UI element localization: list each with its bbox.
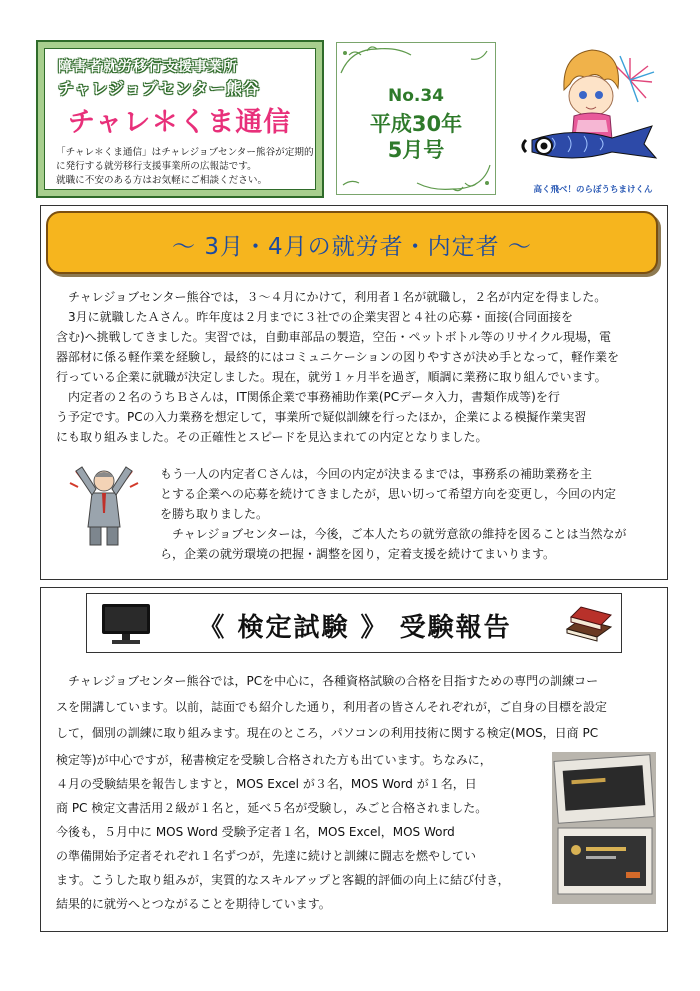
newsletter-title: チャレ＊くま通信 [68,107,292,138]
section1-line: もう一人の内定者Ｃさんは，今回の内定が決まるまでは，事務系の補助業務を主 [160,467,593,481]
masthead-desc-line1: 「チャレ＊くま通信」はチャレジョブセンター熊谷が定期的 [56,147,314,158]
section2-line: の準備開始予定者それぞれ１名ずつが，先達に続けと訓練に闘志を燃やしてい [56,849,477,863]
section2-line: して，個別の訓練に取り組みます。現在のところ，パソコンの利用技術に関する検定(MOS，日商 PC [56,726,599,740]
masthead-org-line1: 障害者就労移行支援事業所 [58,59,238,75]
masthead-desc-line2: に発行する就労移行支援事業所の広報誌です。 [56,161,257,172]
section2-line: 今後も，５月中に MOS Word 受験予定者１名，MOS Excel，MOS Word [56,825,455,839]
section2-line: 商 PC 検定文書活用２級が１名と，延べ５名が受験し，みごと合格されました。 [56,801,488,815]
masthead-org-line2: チャレジョブセンター熊谷 [58,79,261,98]
section1-line: にも取り組みました。その正確性とスピードを見込まれての内定となりました。 [56,430,488,444]
section2-body [56,668,656,746]
section2-line: スを開講しています。以前，誌面でも紹介した通り，利用者の皆さんそれぞれが，ご自身の目標を設定 [56,700,608,714]
issue-month: 5月号 [387,138,445,162]
mascot-caption: 高く飛べ！のらぼうちまけくん [533,185,653,195]
section2-line: 結果的に就労へとつながることを期待しています。 [56,897,331,911]
section1-title: ～ 3月・4月の就労者・内定者 ～ [172,234,532,260]
section2-title: 《 検定試験 》 受験報告 [198,613,512,643]
section1-line: チャレジョブセンター熊谷では，３～４月にかけて，利用者１名が就職し，２名が内定を得ました。 [56,290,607,304]
section2-line: チャレジョブセンター熊谷では，PCを中心に，各種資格試験の合格を目指すための専門の訓練コー [56,674,599,688]
section1-line: チャレジョブセンターは，今後，ご本人たちの就労意欲の維持を図ることは当然なが [160,527,627,541]
section1-line: を勝ち取りました。 [160,507,269,521]
computer-monitor-icon [100,602,152,646]
section2-line: ます。こうした取り組みが，実質的なスキルアップと客観的評価の向上に結び付き， [56,873,510,887]
section1-line: う予定です。PCの入力業務を想定して，事業所で疑似訓練を行ったほか，企業による模擬作業実習 [56,410,587,424]
section1-line: 器部材に係る軽作業を経験し，最終的にはコミュニケーションの図りやすさが決め手となって，軽作業を [56,350,620,364]
section1-line: ら，企業の就労環境の把握・調整を図り，定着支援を続けてまいります。 [160,547,556,561]
section1-line: 行っている企業に就職が決定しました。現在，就労１ヶ月半を過ぎ，順調に業務に取り組んでいます。 [56,370,607,384]
issue-number: No.34 [387,86,445,106]
masthead-desc-line3: 就職に不安のある方はお気軽にご相談ください。 [56,175,268,186]
section2-line: ４月の受験結果を報告しますと，MOS Excel が３名，MOS Word が１名，日 [56,777,477,791]
section1-line: 内定者の２名のうちＢさんは，IT関係企業で事務補助作業(PCデータ入力，書類作成等)を行 [56,390,560,404]
section1-line: 3月に就職したＡさん。昨年度は２月までに３社での企業実習と４社の応募・面接(合同面接を [56,310,574,324]
issue-year: 平成30年 [369,112,463,136]
section1-body [56,287,656,447]
certificate-photo [552,752,656,904]
section2-line: 検定等)が中心ですが，秘書検定を受験し合格された方も出ています。ちなみに， [56,753,492,767]
section1-body2 [160,464,660,564]
mascot-illustration [512,40,672,200]
section1-line: とする企業への応募を続けてきましたが，思い切って希望方向を変更し，今回の内定 [160,487,617,501]
section2-body2 [56,748,546,916]
section1-line: 含む)へ挑戦してきました。実習では，自動車部品の製造，空缶・ペットボトル等のリサイクル現場，電 [56,330,612,344]
cheering-businessman-icon [62,457,146,549]
books-icon [563,603,613,643]
